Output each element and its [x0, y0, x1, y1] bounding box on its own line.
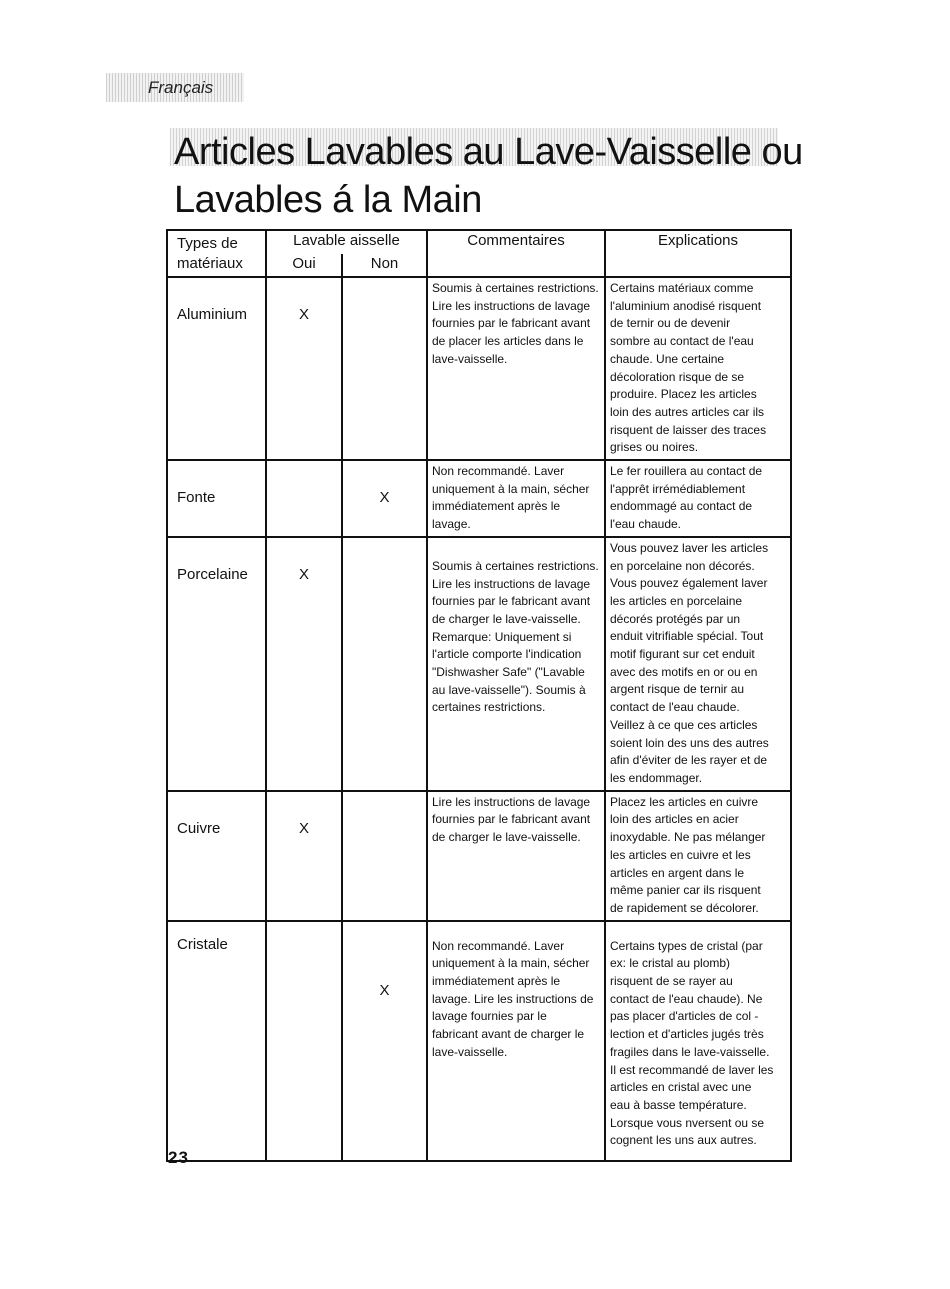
explication-line: Lorsque vous nversent ou se [610, 1115, 765, 1130]
explication-line: risquent de laisser des traces [610, 422, 767, 437]
comment-line: immédiatement après le [432, 499, 561, 514]
explications-cell [605, 277, 791, 460]
explication-line: contact de l'eau chaude). Ne [610, 991, 763, 1006]
explication-line: l'eau chaude. [610, 517, 682, 532]
non-mark [342, 791, 427, 921]
comment-line: uniquement à la main, sécher [432, 956, 590, 971]
material-name: Porcelaine [167, 537, 266, 791]
header-non: Non [342, 254, 427, 277]
page-title [174, 128, 803, 224]
comment-line: au lave-vaisselle"). Soumis à [432, 682, 586, 697]
explication-line: cognent les uns aux autres. [610, 1133, 757, 1148]
explication-line: Le fer rouillera au contact de [610, 464, 763, 479]
header-row-1 [167, 230, 791, 254]
explication-line: Certains matériaux comme [610, 281, 754, 295]
oui-mark: X [266, 277, 342, 460]
commentaires-cell [427, 460, 605, 537]
table-row [167, 921, 791, 1161]
explication-line: ex: le cristal au plomb) [610, 956, 731, 971]
comment-line: Non recommandé. Laver [432, 464, 565, 479]
non-mark: X [342, 921, 427, 1161]
comment-line: "Dishwasher Safe" ("Lavable [432, 665, 585, 680]
comment-line: de charger le lave-vaisselle. [432, 611, 581, 626]
header-explications-label: Explications [657, 232, 739, 249]
table-row [167, 791, 791, 921]
explication-line: loin des autres articles car ils [610, 404, 765, 419]
oui-mark: X [266, 791, 342, 921]
commentaires-cell [427, 537, 605, 791]
explication-line: de ternir ou de devenir [610, 316, 731, 331]
explication-line: chaude. Une certaine [610, 351, 725, 366]
explication-line: grises ou noires. [610, 440, 699, 455]
comment-line: l'article comporte l'indication [432, 647, 582, 662]
explication-line: lection et d'articles jugés très [610, 1027, 764, 1042]
header-commentaires-label: Commentaires [467, 232, 565, 249]
explication-line: articles en cristal avec une [610, 1080, 752, 1095]
explication-line: décoloration risque de se [610, 369, 745, 384]
header-types-line1: Types de [177, 235, 238, 252]
explication-line: avec des motifs en or ou en [610, 664, 758, 679]
comment-line: Lire les instructions de lavage [432, 794, 591, 809]
comment-line: fournies par le fabricant avant [432, 316, 591, 331]
comment-line: Lire les instructions de lavage [432, 576, 591, 591]
page-number: 23 [168, 1148, 189, 1167]
explication-line: les articles en porcelaine [610, 593, 743, 608]
explication-line: endommagé au contact de [610, 499, 753, 514]
explication-line: soient loin des uns des autres [610, 735, 769, 750]
explication-line: de rapidement se décolorer. [610, 900, 759, 915]
comment-line: lave-vaisselle. [432, 351, 508, 366]
explication-line: pas placer d'articles de col - [610, 1009, 759, 1024]
explication-line: Certains types de cristal (par [610, 938, 763, 953]
comment-line: fabricant avant de charger le [432, 1027, 585, 1042]
comment-line: de placer les articles dans le [432, 334, 584, 349]
title-line-1: Articles Lavables au Lave-Vaisselle ou [174, 131, 803, 173]
explication-line: contact de l'eau chaude. [610, 700, 740, 715]
title-line-2: Lavables á la Main [174, 179, 482, 221]
explication-line: l'aluminium anodisé risquent [610, 298, 762, 313]
explication-line: loin des articles en acier [610, 812, 739, 827]
language-label: Français [148, 77, 214, 97]
explication-line: motif figurant sur cet enduit [610, 647, 755, 662]
comment-line: fournies par le fabricant avant [432, 594, 591, 609]
explication-line: afin d'éviter de les rayer et de [610, 753, 768, 768]
language-tab [106, 73, 244, 102]
commentaires-cell [427, 921, 605, 1161]
explication-line: Placez les articles en cuivre [610, 794, 759, 809]
explication-line: inoxydable. Ne pas mélanger [610, 830, 766, 845]
comment-line: lavage. Lire les instructions de [432, 991, 594, 1006]
comment-line: Non recommandé. Laver [432, 938, 565, 953]
header-types-cont [167, 254, 266, 277]
explication-line: Vous pouvez laver les articles [610, 540, 769, 555]
explication-line: en porcelaine non décorés. [610, 558, 755, 573]
material-name: Aluminium [167, 277, 266, 460]
explication-line: risquent de se rayer au [610, 974, 733, 989]
header-types [167, 230, 266, 254]
explication-line: produire. Placez les articles [610, 387, 757, 402]
header-lavable-label: Lavable aisselle [293, 232, 400, 249]
explication-line: les endommager. [610, 770, 703, 785]
material-name: Cristale [167, 921, 266, 1161]
comment-line: Remarque: Uniquement si [432, 629, 572, 644]
oui-mark [266, 460, 342, 537]
explication-line: Veillez à ce que ces articles [610, 717, 758, 732]
explication-line: enduit vitrifiable spécial. Tout [610, 629, 764, 644]
explication-line: articles en argent dans le [610, 865, 745, 880]
header-commentaires [427, 230, 605, 277]
header-oui: Oui [266, 254, 342, 277]
comment-line: lavage fournies par le [432, 1009, 547, 1024]
comment-line: lavage. [432, 517, 471, 532]
comment-line: uniquement à la main, sécher [432, 481, 590, 496]
explication-line: Vous pouvez également laver [610, 576, 768, 591]
header-types-line2: matériaux [177, 255, 243, 272]
non-mark: X [342, 460, 427, 537]
explication-line: l'apprêt irrémédiablement [610, 481, 746, 496]
explication-line: les articles en cuivre et les [610, 847, 751, 862]
commentaires-cell [427, 277, 605, 460]
explication-line: eau à basse température. [610, 1097, 747, 1112]
explications-cell [605, 537, 791, 791]
comment-line: immédiatement après le [432, 974, 561, 989]
oui-mark [266, 921, 342, 1161]
comment-line: Lire les instructions de lavage [432, 298, 591, 313]
comment-line: fournies par le fabricant avant [432, 812, 591, 827]
table-row [167, 460, 791, 537]
explications-cell [605, 791, 791, 921]
commentaires-cell [427, 791, 605, 921]
explication-line: même panier car ils risquent [610, 883, 761, 898]
material-name: Cuivre [167, 791, 266, 921]
table-row [167, 537, 791, 791]
comment-line: certaines restrictions. [432, 700, 546, 715]
non-mark [342, 277, 427, 460]
material-name: Fonte [167, 460, 266, 537]
explications-cell [605, 460, 791, 537]
explication-line: décorés protégés par un [610, 611, 741, 626]
comment-line: Soumis à certaines restrictions. [432, 558, 599, 573]
oui-mark: X [266, 537, 342, 791]
explication-line: Il est recommandé de laver les [610, 1062, 774, 1077]
explications-cell [605, 921, 791, 1161]
explication-line: fragiles dans le lave-vaisselle. [610, 1044, 770, 1059]
explication-line: argent risque de ternir au [610, 682, 745, 697]
comment-line: Soumis à certaines restrictions. [432, 281, 599, 295]
header-explications [605, 230, 791, 277]
explication-line: sombre au contact de l'eau [610, 334, 754, 349]
comment-line: lave-vaisselle. [432, 1044, 508, 1059]
table-row [167, 277, 791, 460]
non-mark [342, 537, 427, 791]
header-lavable [266, 230, 427, 254]
comment-line: de charger le lave-vaisselle. [432, 830, 581, 845]
materials-table [166, 229, 792, 1162]
